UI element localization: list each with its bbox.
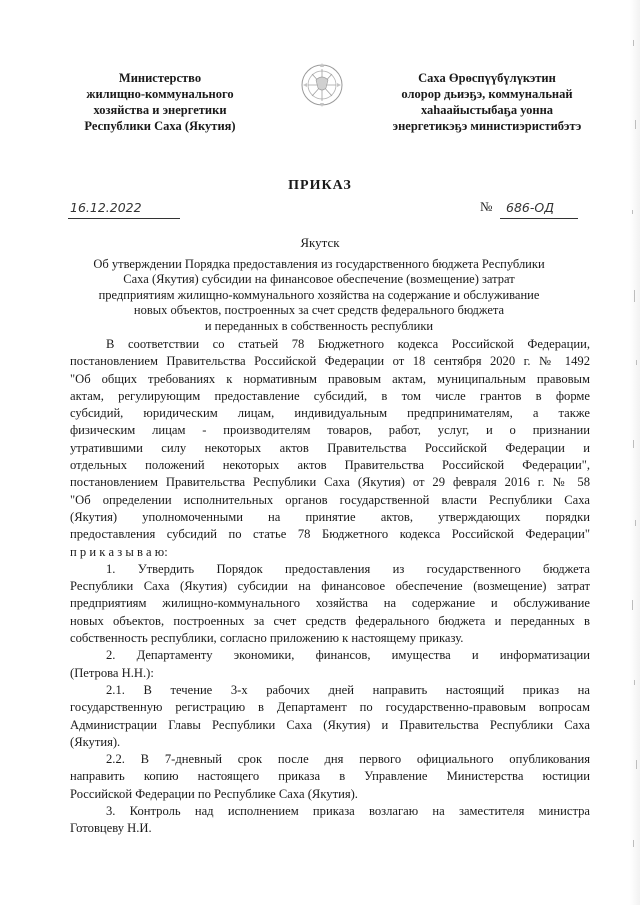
body-line: Республики Саха (Якутия) субсидии на финансовое обеспечение (возмещение) затрат: [70, 579, 590, 594]
body-line: государственную регистрацию в Департамент по государственно-правовым вопросам: [70, 700, 590, 715]
body-line: п р и к а з ы в а ю:: [70, 544, 168, 559]
order-number: 686-ОД: [500, 200, 578, 219]
coat-of-arms-icon: [300, 60, 344, 110]
order-subject: [80, 257, 558, 334]
body-line: Российской Федерации по Республике Саха (Якутия).: [70, 786, 358, 801]
body-line: (Якутия).: [70, 734, 121, 749]
body-line: "Об определении исполнительных органов государственной власти Республики Саха: [70, 492, 590, 507]
ministry-name-line: хаһаайыстыбаҕа уонна: [420, 103, 554, 117]
subject-line: Об утверждении Порядка предоставления из государственного бюджета Республики: [93, 257, 545, 271]
item-2-line: 2. Департаменту экономики, финансов, имущества и информатизации: [106, 648, 590, 663]
body-line: постановлением Правительства Республики Саха (Якутия) от 29 февраля 2016 г. № 58: [70, 475, 590, 490]
body-line: предоставления субсидий по статье 78 Бюджетного кодекса Российской Федерации": [70, 527, 590, 542]
body-line: предприятиям жилищно-коммунального хозяйства на содержание и обслуживание: [70, 596, 590, 611]
body-line: субсидий, юридическим лицам, индивидуальным предпринимателям, а также: [70, 406, 590, 421]
subject-line: предприятиям жилищно-коммунального хозяйства на содержание и обслуживание: [98, 287, 540, 302]
ministry-name-yakut: [372, 70, 602, 134]
document-title: ПРИКАЗ: [288, 178, 352, 193]
body-line: направить копию настоящего приказа в Управление Министерства юстиции: [70, 769, 590, 784]
subject-line: и переданных в собственность республики: [204, 318, 434, 333]
item-3-line: 3. Контроль над исполнением приказа возлагаю на заместителя министра: [106, 804, 590, 819]
scan-noise: [630, 0, 638, 905]
subject-line: новых объектов, построенных за счет средств федерального бюджета: [133, 303, 505, 318]
subject-line: Саха (Якутия) субсидии на финансовое обеспечение (возмещение) затрат: [123, 272, 515, 287]
item-2-2-line: 2.2. В 7-дневный срок после дня первого официального опубликования: [106, 752, 590, 767]
ministry-name-line: Республики Саха (Якутия): [84, 119, 236, 133]
body-line: утратившими силу некоторых актов Правительства Российской Федерации и: [70, 440, 590, 455]
body-line: отдельных положений некоторых актов Правительства Российской Федерации",: [70, 458, 590, 473]
ministry-name-line: олорор дьиэҕэ, коммунальнай: [401, 87, 573, 101]
body-line: Администрации Главы Республики Саха (Якутия) и Правительства Республики Саха: [70, 717, 590, 732]
body-line: Готовцеву Н.И.: [70, 821, 152, 836]
body-line: собственность республики, согласно приложению к настоящему приказу.: [70, 631, 464, 646]
number-sign: №: [480, 199, 493, 214]
body-line: новых объектов, построенных за счет средств федерального бюджета и переданных в: [70, 613, 590, 628]
body-line: (Петрова Н.Н.):: [70, 665, 154, 680]
body-line: (Якутия) уполномоченными на принятие актов, утверждающих порядки: [70, 509, 590, 524]
ministry-name-line: жилищно-коммунального: [86, 87, 234, 101]
issue-city: Якутск: [300, 235, 340, 250]
body-line: актам, регулирующим предоставление субсидий, в том числе грантов в форме: [70, 388, 590, 403]
ministry-name-line: энергетикэҕэ министиэристибэтэ: [392, 119, 582, 133]
ministry-name-russian: [60, 70, 260, 134]
order-date: 16.12.2022: [68, 200, 180, 219]
body-line: В соответствии со статьей 78 Бюджетного кодекса Российской Федерации,: [106, 337, 590, 351]
ministry-name-line: Саха Өрөспүүбүлүкэтин: [418, 71, 556, 85]
ministry-name-line: хозяйства и энергетики: [93, 103, 227, 117]
ministry-name-line: Министерство: [118, 71, 202, 85]
order-body: [70, 336, 590, 838]
item-1-line: 1. Утвердить Порядок предоставления из государственного бюджета: [106, 561, 590, 576]
body-line: "Об общих требованиях к нормативным правовым актам, муниципальным правовым: [70, 371, 590, 386]
body-line: постановлением Правительства Российской Федерации от 18 сентября 2020 г. № 1492: [70, 354, 590, 369]
item-2-1-line: 2.1. В течение 3-х рабочих дней направить настоящий приказ на: [106, 682, 590, 697]
body-line: физическим лицам - производителям товаров, работ, услуг, и о признании: [70, 423, 590, 438]
